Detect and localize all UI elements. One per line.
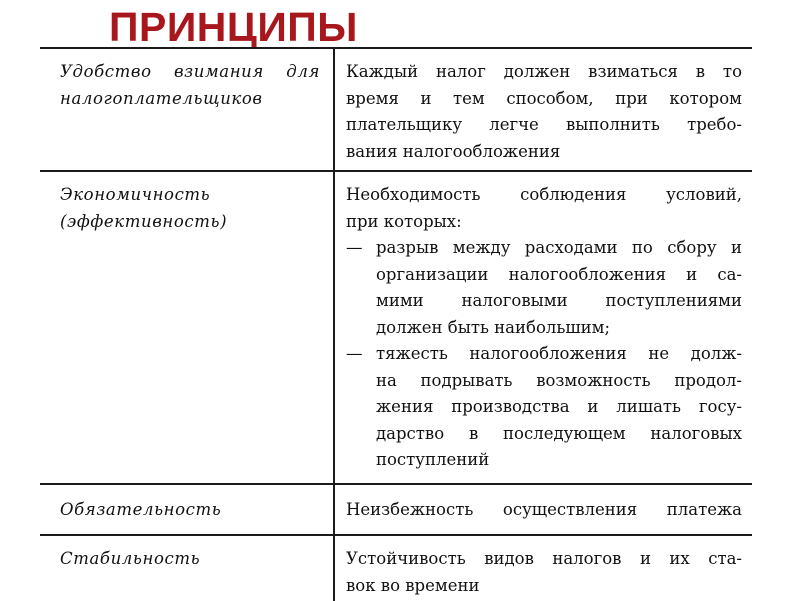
principle-definition <box>346 546 742 599</box>
def-line: организации налогообложения и са- <box>376 264 742 284</box>
term-line: Удобство взимания для <box>60 62 320 81</box>
def-line: вок во времени <box>346 575 480 595</box>
def-line: разрыв между расходами по сбору и <box>376 238 742 257</box>
table-row <box>40 536 752 601</box>
term-line: Экономичность <box>60 185 211 204</box>
def-line: поступлений <box>376 450 490 469</box>
principle-definition <box>346 59 742 165</box>
principle-term <box>60 182 320 235</box>
term-line: Стабильность <box>60 549 201 568</box>
def-line: должен быть наибольшим; <box>376 317 611 337</box>
def-line: жения производства и лишать госу- <box>376 397 742 416</box>
def-line: при которых: <box>346 211 462 231</box>
column-divider <box>333 536 335 601</box>
def-line: вания налогообложения <box>346 141 561 161</box>
column-divider <box>333 485 335 534</box>
list-item <box>346 235 742 341</box>
term-line: Обязательность <box>60 500 222 519</box>
principle-definition <box>346 497 742 524</box>
principle-term <box>60 59 320 112</box>
def-line: Каждый налог должен взиматься в то <box>346 62 742 81</box>
def-line: плательщику легче выполнить требо- <box>346 115 742 134</box>
def-line: дарство в последующем налоговых <box>376 423 742 443</box>
page-title: ПРИНЦИПЫ <box>109 4 358 50</box>
def-line: на подрывать возможность продол- <box>376 370 742 390</box>
def-line: время и тем способом, при котором <box>346 88 742 108</box>
table-row <box>40 49 752 172</box>
principle-term <box>60 497 320 524</box>
principles-table <box>40 47 752 601</box>
def-line: тяжесть налогообложения не долж- <box>376 344 742 363</box>
list-item <box>346 341 742 474</box>
column-divider <box>333 49 335 170</box>
term-line: (эффективность) <box>60 211 228 231</box>
table-row <box>40 172 752 485</box>
def-line: Неизбежность осуществления платежа <box>346 500 742 519</box>
table-row <box>40 485 752 536</box>
def-line: мими налоговыми поступлениями <box>376 291 742 310</box>
column-divider <box>333 172 335 483</box>
dash-marker: — <box>346 344 363 363</box>
principle-term <box>60 546 320 573</box>
term-line: налогоплательщиков <box>60 88 263 108</box>
def-line: Устойчивость видов налогов и их ста- <box>346 549 742 568</box>
def-line: Необходимость соблюдения условий, <box>346 185 742 204</box>
principle-definition <box>346 182 742 474</box>
dash-marker: — <box>346 238 363 257</box>
